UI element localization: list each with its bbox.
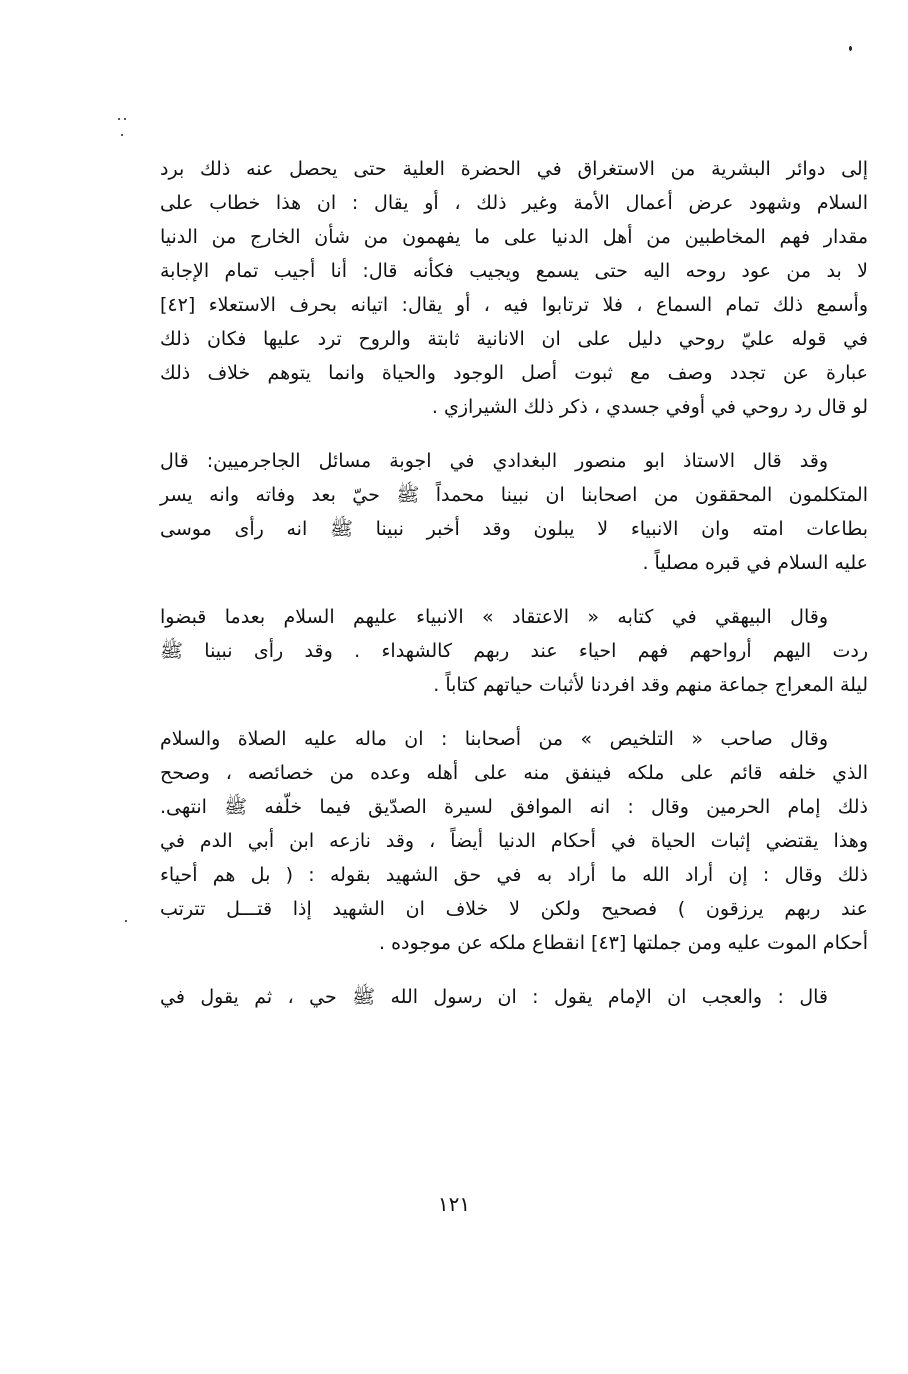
text-line: السلام وشهود عرض أعمال الأمة وغير ذلك ، أو يقال : ان هذا خطاب على xyxy=(160,192,868,214)
text-line: بطاعات امته وان الانبياء لا يبلون وقد أخبر نبينا ﷺ انه رأى موسى xyxy=(160,518,868,540)
text-line: في قوله عليّ روحي دليل على ان الانانية ثابتة والروح ترد عليها فكان ذلك xyxy=(160,328,868,350)
text-line: وقد قال الاستاذ ابو منصور البغدادي في اجوبة مسائل الجاجرميين: قال xyxy=(160,450,828,472)
text-line: وقال البيهقي في كتابه « الاعتقاد » الانبياء عليهم السلام بعدما قبضوا xyxy=(160,606,828,628)
text-line: عبارة عن تجدد وصف مع ثبوت أصل الوجود والحياة وانما يتوهم خلاف ذلك xyxy=(160,362,868,384)
text-line: عند ربهم يرزقون ) فصحيح ولكن لا خلاف ان الشهيد إذا قتـــل تترتب xyxy=(160,898,868,920)
text-line: وهذا يقتضي إثبات الحياة في أحكام الدنيا أيضاً ، وقد نازعه ابن أبي الدم في xyxy=(160,830,868,852)
text-line: مقدار فهم المخاطبين من أهل الدنيا على ما يفهمون من شأن الخارج من الدنيا xyxy=(160,226,868,248)
text-line: قال : والعجب ان الإمام يقول : ان رسول الله ﷺ حي ، ثم يقول في xyxy=(160,986,828,1008)
scan-speck xyxy=(849,46,852,51)
text-line: ذلك إمام الحرمين وقال : انه الموافق لسيرة الصدّيق فيما خلّفه ﷺ انتهى. xyxy=(160,796,868,818)
text-line: لا بد من عود روحه اليه حتى يسمع ويجيب فكأنه قال: أنا أجيب تمام الإجابة xyxy=(160,260,868,282)
text-line: ردت اليهم أرواحهم فهم احياء عند ربهم كالشهداء . وقد رأى نبينا ﷺ xyxy=(160,640,868,662)
scan-speck xyxy=(118,118,120,120)
paragraph xyxy=(160,980,868,1014)
text-line: لو قال رد روحي في أوفي جسدي ، ذكر ذلك الشيرازي . xyxy=(431,396,868,418)
text-line: الذي خلفه قائم على ملكه فينفق منه على أهله وعده من خصائصه ، وصحح xyxy=(160,762,868,784)
paragraph xyxy=(160,600,868,702)
paragraph xyxy=(160,722,868,960)
text-line: ذلك وقال : إن أراد الله ما أراد به في حق الشهيد بقوله : ( بل هم أحياء xyxy=(160,864,868,886)
paragraph xyxy=(160,444,868,580)
text-line: أحكام الموت عليه ومن جملتها [٤٣] انقطاع ملكه عن موجوده . xyxy=(379,932,868,954)
text-line: ليلة المعراج جماعة منهم وقد افردنا لأثبات حياتهم كتاباً . xyxy=(433,674,868,696)
body-text xyxy=(160,152,868,1014)
scan-speck xyxy=(121,134,123,136)
text-line: المتكلمون المحققون من اصحابنا ان نبينا محمداً ﷺ حيّ بعد وفاته وانه يسر xyxy=(160,484,868,506)
text-line: إلى دوائر البشرية من الاستغراق في الحضرة العلية حتى يحصل عنه ذلك برد xyxy=(160,158,868,180)
page-number: ١٢١ xyxy=(437,1192,471,1216)
scan-speck xyxy=(125,920,127,922)
paragraph xyxy=(160,152,868,424)
text-line: وأسمع ذلك تمام السماع ، فلا ترتابوا فيه ، أو يقال: اتيانه بحرف الاستعلاء [٤٢] xyxy=(160,294,868,316)
text-line: وقال صاحب « التلخيص » من أصحابنا : ان ماله عليه الصلاة والسلام xyxy=(160,728,828,750)
text-line: عليه السلام في قبره مصلياً . xyxy=(642,552,868,574)
scan-speck xyxy=(124,118,126,120)
